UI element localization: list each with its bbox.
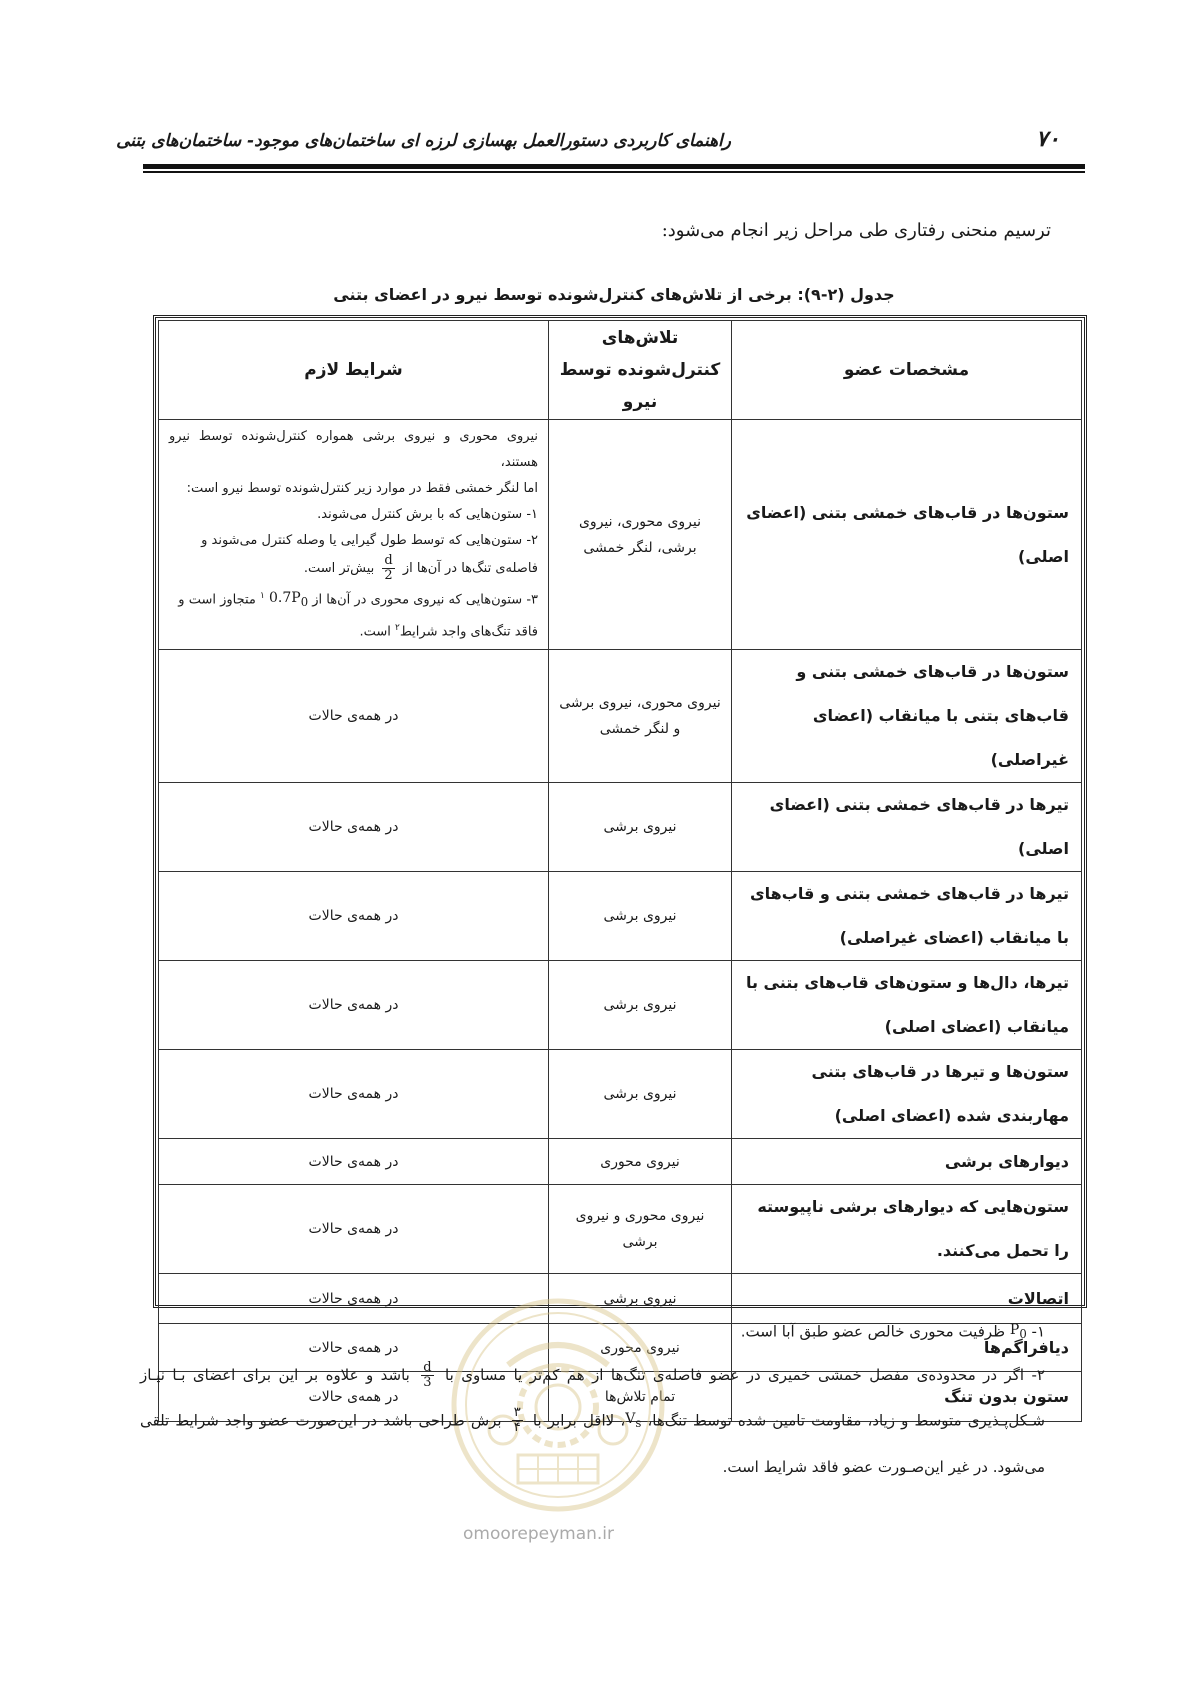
action-cell: نیروی برشی (549, 783, 732, 872)
math-subscript: 0 (1019, 1326, 1027, 1341)
action-cell: نیروی محوری (549, 1139, 732, 1185)
footnote-marker: ۲ (394, 622, 400, 633)
running-title: راهنمای کاربردی دستورالعمل بهسازی لرزه ای ساختمان‌های موجود- ساختمان‌های بتنی (116, 131, 731, 151)
table-row (159, 872, 1082, 961)
fraction-denominator: 3 (423, 1374, 432, 1390)
table-header-row (159, 321, 1082, 420)
footnote-text: برش طراحی باشد در این‌صورت عضو واجد شرایط تلقی می‌شود. در غیر این‌صـورت عضو فاقد شرایط است. (140, 1411, 1045, 1476)
condition-line (169, 554, 538, 583)
action-cell: نیروی محوری (549, 1324, 732, 1372)
condition-line (169, 615, 538, 645)
header-rule-thin (143, 171, 1085, 173)
condition-line: ۱- ستون‌هایی که با برش کنترل می‌شوند. (317, 507, 538, 522)
action-cell: نیروی برشی (549, 1050, 732, 1139)
math-subscript: 0 (300, 594, 309, 609)
table-row (159, 1185, 1082, 1274)
action-cell: نیروی محوری، نیروی برشی، لنگر خمشی (549, 420, 732, 650)
math-expression (1010, 1315, 1027, 1349)
action-cell: نیروی برشی (549, 961, 732, 1050)
table-row (159, 783, 1082, 872)
member-cell: تیرها در قاب‌های خمشی بتنی (اعضای اصلی) (732, 783, 1082, 872)
page-number: ۷۰ (1036, 127, 1060, 152)
member-cell: ستون‌ها و تیرها در قاب‌های بتنی مهاربندی شده (اعضای اصلی) (732, 1050, 1082, 1139)
conditions-cell (159, 420, 549, 650)
math-subscript: s (635, 1415, 642, 1430)
action-cell: تمام تلاش‌ها (549, 1372, 732, 1422)
member-cell: اتصالات (732, 1274, 1082, 1324)
footnote-number: ۱- (1031, 1322, 1045, 1341)
fraction-denominator: 2 (384, 568, 393, 583)
fraction-d-over-2 (382, 554, 394, 583)
condition-line: اما لنگر خمشی فقط در موارد زیر کنترل‌شونده توسط نیرو است: (186, 481, 538, 496)
conditions-cell: در همه‌ی حالات (159, 961, 549, 1050)
conditions-cell: در همه‌ی حالات (159, 1185, 549, 1274)
condition-text: بیش‌تر است. (303, 561, 375, 576)
fraction-denominator: ۴ (513, 1420, 521, 1436)
fraction-numerator: d (384, 553, 393, 568)
footnote-text: ، لااقل برابر با (532, 1411, 626, 1430)
member-cell: دیافراگم‌ها (732, 1324, 1082, 1372)
condition-line: ۲- ستون‌هایی که توسط طول گیرایی یا وصله کنترل می‌شوند و (201, 533, 538, 548)
table-row (159, 1050, 1082, 1139)
fraction-d-over-3 (421, 1361, 433, 1390)
header-action: تلاش‌های کنترل‌شونده توسط نیرو (549, 321, 732, 420)
intro-paragraph: ترسیم منحنی رفتاری طی مراحل زیر انجام می‌شود: (661, 220, 1051, 241)
action-cell: نیروی برشی (549, 1274, 732, 1324)
conditions-cell: در همه‌ی حالات (159, 1139, 549, 1185)
math-symbol: V (625, 1410, 636, 1427)
table-row (159, 1139, 1082, 1185)
math-symbol: P (1009, 1322, 1020, 1338)
fraction-numerator: d (423, 1359, 432, 1375)
footnote-marker: ۱ (260, 591, 265, 601)
member-cell: دیوارهای برشی (732, 1139, 1082, 1185)
math-expression (625, 1397, 641, 1445)
watermark-url: omoorepeyman.ir (463, 1524, 615, 1544)
action-cell: نیروی محوری، نیروی برشی و لنگر خمشی (549, 650, 732, 783)
math-expression (269, 585, 308, 615)
table-row (159, 420, 1082, 650)
footnote-text: باشد و علاوه بر این برای اعضای بـا نیـاز شـکل‌پـذیری متوسط و زیاد، مقاومت تامین شده توسط تنگ‌ها، (140, 1365, 1045, 1430)
header-conditions: شرایط لازم (159, 321, 549, 420)
member-cell: ستون بدون تنگ (732, 1372, 1082, 1422)
header-rule-thick (143, 164, 1085, 169)
footnote-text: ۲- اگر در محدوده‌ی مفصل خمشی خمیری در عضو فاصله‌ی تنگ‌ها از هم کم‌تر یا مساوی با (445, 1365, 1045, 1384)
action-cell: نیروی برشی (549, 872, 732, 961)
footnotes (140, 1315, 1045, 1489)
condition-text: ۳- ستون‌هایی که نیروی محوری در آن‌ها از (312, 592, 538, 608)
condition-text: فاقد تنگ‌های واجد شرایط (399, 624, 538, 640)
force-controlled-actions-table (158, 320, 1082, 1422)
member-cell: تیرها در قاب‌های خمشی بتنی و قاب‌های با میانقاب (اعضای غیراصلی) (732, 872, 1082, 961)
conditions-cell: در همه‌ی حالات (159, 650, 549, 783)
table-caption: جدول (۲-۹): برخی از تلاش‌های کنترل‌شونده توسط نیرو در اعضای بتنی (333, 285, 895, 304)
member-cell: ستون‌هایی که دیوارهای برشی ناپیوسته را تحمل می‌کنند. (732, 1185, 1082, 1274)
fraction-numerator: ۳ (513, 1405, 521, 1421)
footnote-1 (140, 1315, 1045, 1349)
fraction-3-over-4 (512, 1406, 523, 1435)
conditions-cell: در همه‌ی حالات (159, 1324, 549, 1372)
member-cell: تیرها، دال‌ها و ستون‌های قاب‌های بتنی با میانقاب (اعضای اصلی) (732, 961, 1082, 1050)
member-cell: ستون‌ها در قاب‌های خمشی بتنی و قاب‌های بتنی با میانقاب (اعضای غیراصلی) (732, 650, 1082, 783)
conditions-cell: در همه‌ی حالات (159, 1372, 549, 1422)
footnote-text: ظرفیت محوری خالص عضو طبق آبا است. (740, 1322, 1006, 1341)
condition-text: متجاوز است و (178, 592, 256, 608)
condition-line (169, 583, 538, 615)
condition-text: است. (359, 624, 391, 640)
conditions-cell: در همه‌ی حالات (159, 872, 549, 961)
math-symbol: 0.7P (269, 589, 301, 606)
action-cell: نیروی محوری و نیروی برشی (549, 1185, 732, 1274)
condition-line: نیروی محوری و نیروی برشی همواره کنترل‌شونده توسط نیرو هستند، (169, 429, 538, 470)
conditions-cell: در همه‌ی حالات (159, 1274, 549, 1324)
footnote-2 (140, 1353, 1045, 1489)
header-member: مشخصات عضو (732, 321, 1082, 420)
conditions-cell: در همه‌ی حالات (159, 1050, 549, 1139)
condition-text: فاصله‌ی تنگ‌ها در آن‌ها از (402, 561, 538, 576)
conditions-cell: در همه‌ی حالات (159, 783, 549, 872)
member-cell: ستون‌ها در قاب‌های خمشی بتنی (اعضای اصلی) (732, 420, 1082, 650)
table-row (159, 650, 1082, 783)
table-row (159, 961, 1082, 1050)
